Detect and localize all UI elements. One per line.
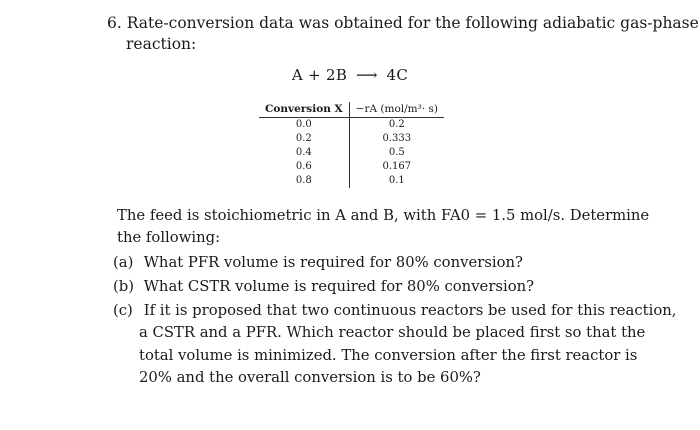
problem-intro-text: Rate-conversion data was obtained for the following adiabatic gas-phase: [126, 14, 699, 32]
table-cell-rate: 0.333: [349, 132, 444, 146]
table-cell-conversion: 0.2: [295, 133, 312, 144]
table-row: [259, 146, 444, 160]
question-b-label: (b): [113, 278, 135, 295]
table-row: [259, 174, 444, 188]
reaction-equation: [0, 66, 700, 84]
question-a-label: (a): [113, 254, 134, 271]
problem-intro-line1: [107, 13, 699, 33]
problem-intro-line2: reaction:: [126, 35, 197, 53]
question-c-line3: total volume is minimized. The conversion after the first reactor is: [139, 346, 638, 364]
question-c-label: (c): [113, 302, 133, 319]
reaction-products: 4C: [386, 66, 409, 84]
question-c-line2: a CSTR and a PFR. Which reactor should be placed first so that the: [139, 324, 646, 341]
feed-line2: the following:: [117, 229, 221, 246]
rate-conversion-table: [259, 102, 444, 188]
table-header-conversion: Conversion X: [259, 102, 349, 118]
question-a-text: What PFR volume is required for 80% conversion?: [143, 254, 523, 271]
table-cell-rate: 0.1: [349, 174, 444, 188]
question-c-continuation: [139, 322, 646, 390]
reaction-reactants: A + 2B: [291, 66, 348, 84]
table-row: [259, 160, 444, 174]
table-cell-rate: 0.167: [349, 160, 444, 174]
table-cell-conversion: 0.8: [295, 175, 312, 186]
table-row: [259, 132, 444, 146]
question-c-line1: If it is proposed that two continuous reactors be used for this reaction,: [143, 302, 677, 319]
table-cell-rate: 0.5: [349, 146, 444, 160]
question-a: [113, 252, 523, 274]
table-cell-conversion: 0.0: [295, 119, 312, 130]
question-c-line4: 20% and the overall conversion is to be 60%?: [139, 369, 481, 386]
feed-line1: The feed is stoichiometric in A and B, with FA0 = 1.5 mol/s. Determine: [117, 207, 650, 224]
table-header-rate: −rA (mol/m³· s): [349, 102, 444, 118]
question-b-text: What CSTR volume is required for 80% conversion?: [143, 278, 535, 295]
question-b: [113, 276, 534, 298]
table-row: [259, 118, 444, 133]
table-cell-conversion: 0.6: [295, 161, 312, 172]
problem-number: 6.: [107, 14, 122, 32]
table-cell-conversion: 0.4: [295, 147, 312, 158]
table-cell-rate: 0.2: [349, 118, 444, 133]
reaction-arrow: ⟶: [355, 66, 378, 84]
question-c-first-line: [113, 300, 676, 322]
table-header-row: [259, 102, 444, 118]
